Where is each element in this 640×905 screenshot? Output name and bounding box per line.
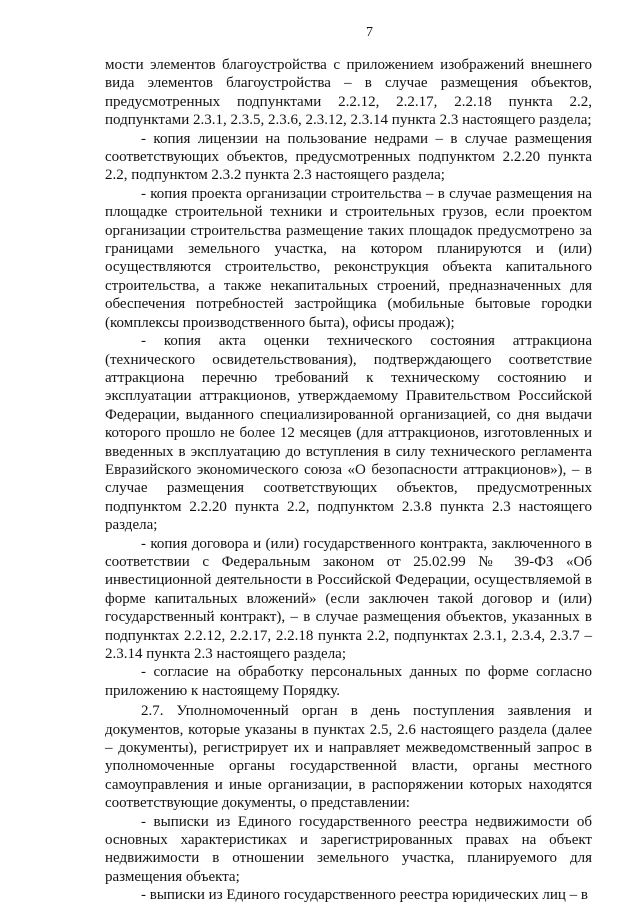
- paragraph-personal-data-consent: - согласие на обработку персональных данных по форме согласно приложению к настоящему Порядку.: [105, 664, 592, 699]
- page-number: 7: [366, 25, 373, 40]
- paragraph-2-7: 2.7. Уполномоченный орган в день поступления заявления и документов, которые указаны в пунктах 2.5, 2.6 настоящего раздела (далее – документы), регистрирует их и направляет межведомственный запрос в уполномоченные органы государственной власти, органы местного самоуправления и иные организации, в распоряжении которых находятся соответствующие документы, о представлении:: [105, 703, 592, 812]
- paragraph-real-estate-registry-extract: - выписки из Единого государственного реестра недвижимости об основных характеристиках и зарегистрированных правах на объект недвижимости в отношении земельного участка, планируемого для размещения объекта;: [105, 813, 592, 885]
- paragraph-continuation: мости элементов благоустройства с приложением изображений внешнего вида элементов благоустройства – в случае размещения объектов, предусмотренных подпунктами 2.2.12, 2.2.17, 2.2.18 пункта 2.2, подпунктами 2.3.1, 2.3.5, 2.3.6, 2.3.12, 2.3.14 пункта 2.3 настоящего раздела;: [105, 57, 592, 129]
- paragraph-construction-project-copy: - копия проекта организации строительства – в случае размещения на площадке строительной техники и строительных грузов, если проектом организации строительства размещение таких площадок предусмотрено за границами земельного участка, на котором планируются и (или) осуществляются строительство, реконструкция объекта капитального строительства, а также некапитальных строений, предназначенных для обеспечения потребностей застройщика (мобильные бытовые городки (комплексы производственного быта), офисы продаж);: [105, 185, 592, 331]
- paragraph-investment-contract-copy: - копия договора и (или) государственного контракта, заключенного в соответствии с Федеральным законом от 25.02.99 № 39-ФЗ «Об инвестиционной деятельности в Российской Федерации, осуществляемой в форме капитальных вложений» (если заключен такой договор и (или) государственный контракт), – в случае размещения объектов, указанных в подпунктах 2.2.12, 2.2.17, 2.2.18 пункта 2.2, подпунктах 2.3.1, 2.3.4, 2.3.7 – 2.3.14 пункта 2.3 настоящего раздела;: [105, 535, 592, 662]
- paragraph-attraction-inspection-act: - копия акта оценки технического состояния аттракциона (технического освидетельствования), подтверждающего соответствие аттракциона перечню требований к техническому состоянию и эксплуатации аттракционов, утверждаемому Правительством Российской Федерации, выданного специализированной организацией, со дня выдачи которого прошло не более 12 месяцев (для аттракционов, изготовленных и введенных в эксплуатацию до вступления в силу технического регламента Евразийского экономического союза «О безопасности аттракционов»), – в случае размещения соответствующих объектов, предусмотренных подпунктом 2.2.20 пункта 2.2, подпунктом 2.3.8 пункта 2.3 настоящего раздела;: [105, 333, 592, 534]
- paragraph-license-copy: - копия лицензии на пользование недрами – в случае размещения соответствующих объектов, предусмотренных подпунктом 2.2.20 пункта 2.2, подпунктом 2.3.2 пункта 2.3 настоящего раздела;: [105, 130, 592, 184]
- paragraph-legal-entities-registry-extract: - выписки из Единого государственного реестра юридических лиц – в: [141, 887, 588, 904]
